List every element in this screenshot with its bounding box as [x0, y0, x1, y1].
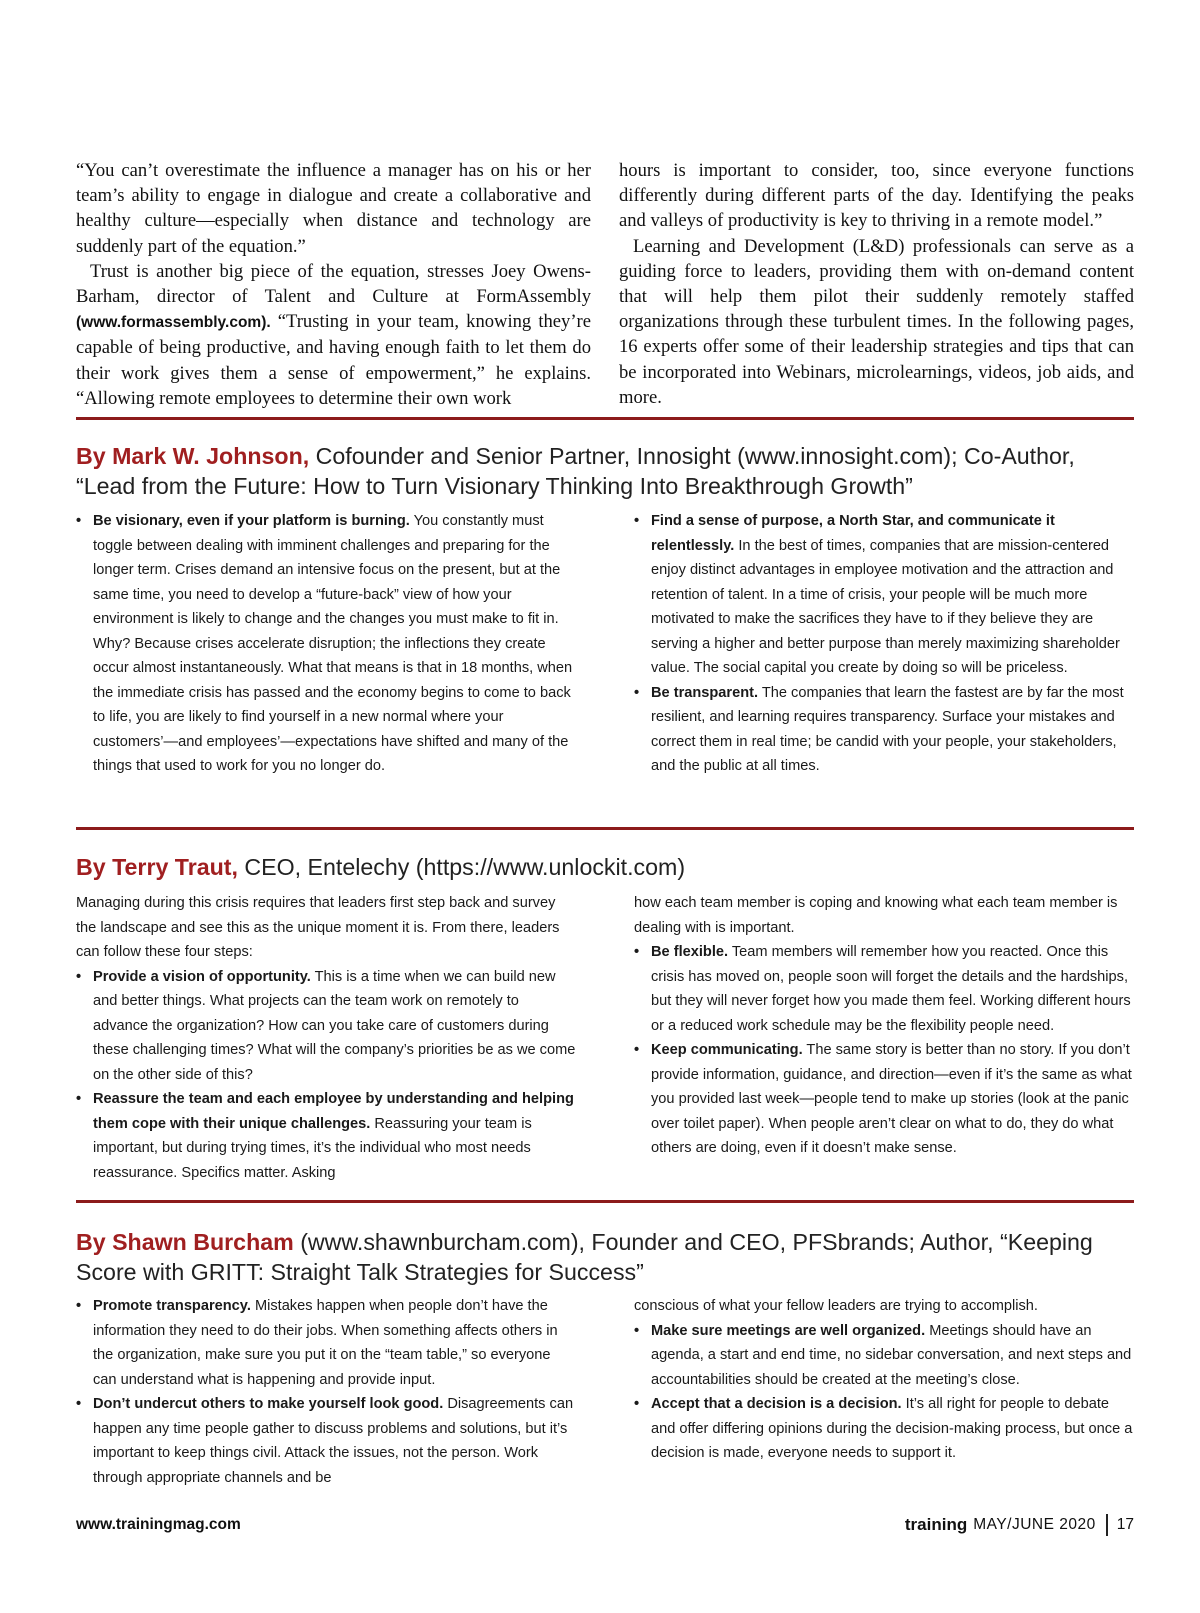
intro-hours-paragraph: hours is important to consider, too, since everyone functions differently during different parts of the day. Identifying the peaks and valleys of productivity is key to thriving in a remote model.”: [619, 160, 1134, 232]
author-name: By Terry Traut,: [76, 854, 238, 880]
magazine-name: training: [904, 1515, 968, 1534]
burcham-left-list: [76, 1294, 576, 1490]
intro-quote-paragraph: “You can’t overestimate the influence a manager has on his or her team’s ability to engage in dialogue and create a collaborative and healthy culture—especially when distance and technology are suddenly part of the equation.”: [76, 160, 591, 257]
tip-lead: Accept that a decision is a decision.: [651, 1396, 902, 1412]
johnson-right-list: [634, 509, 1134, 779]
author-affiliation: (www.shawnburcham.com), Founder and CEO, PFSbrands; Author, “Keeping Score with GRITT: Straight Talk Strategies for Success”: [76, 1229, 1093, 1285]
section-divider: [76, 417, 1134, 420]
page-number: 17: [1116, 1516, 1134, 1533]
tip-lead: Make sure meetings are well organized.: [651, 1322, 926, 1339]
tip-item: [634, 1038, 1134, 1161]
burcham-right-list: [634, 1319, 1134, 1466]
tip-text: Meetings should have an agenda, a start and end time, no sidebar conversation, and next steps and accountabilities should be created at the meeting’s close.: [651, 1322, 1132, 1388]
footer-website: www.trainingmag.com: [76, 1516, 241, 1533]
traut-byline: [76, 852, 1134, 882]
tip-item: [76, 1294, 576, 1392]
footer-folio: [905, 1514, 1134, 1536]
tip-lead: Be transparent.: [651, 684, 759, 701]
tip-item: [634, 509, 1134, 681]
tip-text: The companies that learn the fastest are by far the most resilient, and learning requires transparency. Surface your mistakes and correct them in real time; be candid with your people, your stakeholders, and the public at all times.: [651, 684, 1124, 774]
tip-text: Team members will remember how you reacted. Once this crisis has moved on, people soon will forget the details and the hardships, but they will never forget how you made them feel. Working different hours or a reduced work schedule may be the flexibility people need.: [651, 944, 1131, 1034]
author-affiliation: CEO, Entelechy (https://www.unlockit.com): [237, 854, 686, 880]
tip-text: You constantly must toggle between dealing with imminent challenges and preparing for the longer term. Crises demand an intensive focus on the present, but at the same time, you need to develop a “future-back” view of how your environment is likely to change and the changes you must make to fit in. Why? Because crises accelerate disruption; the inflections they create occur almost instantaneously. What that means is that in 18 months, when the immediate crisis has passed and the economy begins to come to back to life, you are likely to find yourself in a new normal where your customers’—and employees’—expectations have shifted and many of the things that used to work for you no longer do.: [93, 513, 573, 774]
tip-text: Disagreements can happen any time people gather to discuss problems and solutions, but it’s important to keep things civil. Attack the issues, not the person. Work through appropriate channels and be: [93, 1396, 574, 1486]
section-divider: [76, 827, 1134, 830]
traut-intro-paragraph: Managing during this crisis requires that leaders first step back and survey the landscape and see this as the unique moment it is. From there, leaders can follow these four steps:: [76, 895, 560, 960]
tip-lead: Find a sense of purpose, a North Star, and communicate it relentlessly.: [651, 513, 1055, 554]
intro-section: [76, 158, 1134, 411]
page-footer: [76, 1514, 1134, 1538]
tip-item: [634, 681, 1134, 779]
tip-text: Reassuring your team is important, but during trying times, it’s the individual who most needs reassurance. Specifics matter. Asking: [93, 1115, 532, 1181]
burcham-tips: [76, 1294, 1134, 1490]
traut-tips: [76, 891, 1134, 1185]
burcham-continued-paragraph: conscious of what your fellow leaders are trying to accomplish.: [634, 1298, 1038, 1314]
author-name: By Mark W. Johnson,: [76, 443, 310, 469]
tip-lead: Reassure the team and each employee by understanding and helping them cope with their unique challenges.: [93, 1091, 574, 1132]
traut-right-list: [634, 940, 1134, 1161]
intro-trust-text-a: Trust is another big piece of the equation, stresses Joey Owens-Barham, director of Talent and Culture at FormAssembly: [76, 260, 591, 308]
tip-item: [634, 940, 1134, 1038]
folio-divider: [1106, 1514, 1108, 1536]
tip-lead: Be flexible.: [651, 944, 729, 960]
traut-right-column: [634, 891, 1134, 1185]
burcham-left-column: [76, 1294, 576, 1490]
intro-trust-text-b: “Trusting in your team, knowing they’re capable of being productive, and having enough faith to let them do their work gives them a sense of empowerment,” he explains. “Allowing remote employees to determine their own work: [76, 311, 591, 409]
johnson-left-column: [76, 509, 576, 779]
traut-continued-paragraph: how each team member is coping and knowing what each team member is dealing with is important.: [634, 895, 1118, 936]
burcham-right-column: [634, 1294, 1134, 1490]
tip-lead: Don’t undercut others to make yourself look good.: [93, 1396, 444, 1412]
tip-text: Mistakes happen when people don’t have the information they need to do their jobs. When something affects others in the organization, make sure you put it on the “team table,” so everyone can understand what is happening and provide input.: [93, 1298, 558, 1388]
tip-text: In the best of times, companies that are mission-centered enjoy distinct advantages in employee motivation and the attraction and retention of talent. In a time of crisis, your people will be much more motivated to make the sacrifices they have to if they believe they are serving a higher and better purpose than merely maximizing shareholder value. The social capital you create by doing so will be priceless.: [651, 537, 1120, 676]
tip-lead: Keep communicating.: [651, 1042, 803, 1058]
intro-trust-paragraph: [76, 259, 591, 411]
tip-item: [76, 509, 576, 779]
johnson-right-column: [634, 509, 1134, 779]
traut-left-list: [76, 965, 576, 1186]
traut-left-column: [76, 891, 576, 1185]
tip-item: [634, 1392, 1134, 1466]
tip-item: [634, 1319, 1134, 1393]
intro-left-column: [76, 158, 591, 411]
johnson-left-list: [76, 509, 576, 779]
johnson-byline: [76, 441, 1134, 501]
tip-text: This is a time when we can build new and better things. What projects can the team work on remotely to advance the organization? How can you take care of customers during these challenging times? What will the company’s priorities be as we come on the other side of this?: [93, 968, 576, 1083]
tip-item: [76, 1392, 576, 1490]
intro-ld-paragraph: Learning and Development (L&D) professionals can serve as a guiding force to leaders, providing them with on-demand content that will help them pilot their suddenly remotely staffed organizations through these turbulent times. In the following pages, 16 experts offer some of their leadership strategies and tips that can be incorporated into Webinars, microlearnings, videos, job aids, and more.: [619, 235, 1134, 408]
tip-item: [76, 965, 576, 1088]
formassembly-url: (www.formassembly.com).: [76, 314, 271, 332]
issue-date: MAY/JUNE 2020: [973, 1516, 1096, 1533]
burcham-byline: [76, 1227, 1134, 1287]
tip-text: The same story is better than no story. If you don’t provide information, guidance, and direction—even if it’s the same as what you provided last week—people tend to make up stories (look at the panic over toilet paper). When people aren’t clear on what to do, they do what others are doing, even if it doesn’t make sense.: [651, 1042, 1132, 1156]
tip-item: [76, 1087, 576, 1185]
tip-text: It’s all right for people to debate and offer differing opinions during the decision-making process, but once a decision is made, everyone needs to support it.: [651, 1396, 1133, 1461]
johnson-tips: [76, 509, 1134, 779]
tip-lead: Provide a vision of opportunity.: [93, 968, 311, 985]
section-divider: [76, 1200, 1134, 1203]
intro-right-column: [619, 158, 1134, 411]
tip-lead: Promote transparency.: [93, 1298, 251, 1314]
author-affiliation: Cofounder and Senior Partner, Innosight (www.innosight.com); Co-Author, “Lead from the Future: How to Turn Visionary Thinking Into Breakthrough Growth”: [76, 443, 1075, 499]
author-name: By Shawn Burcham: [76, 1229, 294, 1255]
magazine-page: [76, 0, 1134, 1613]
tip-lead: Be visionary, even if your platform is burning.: [93, 513, 410, 529]
